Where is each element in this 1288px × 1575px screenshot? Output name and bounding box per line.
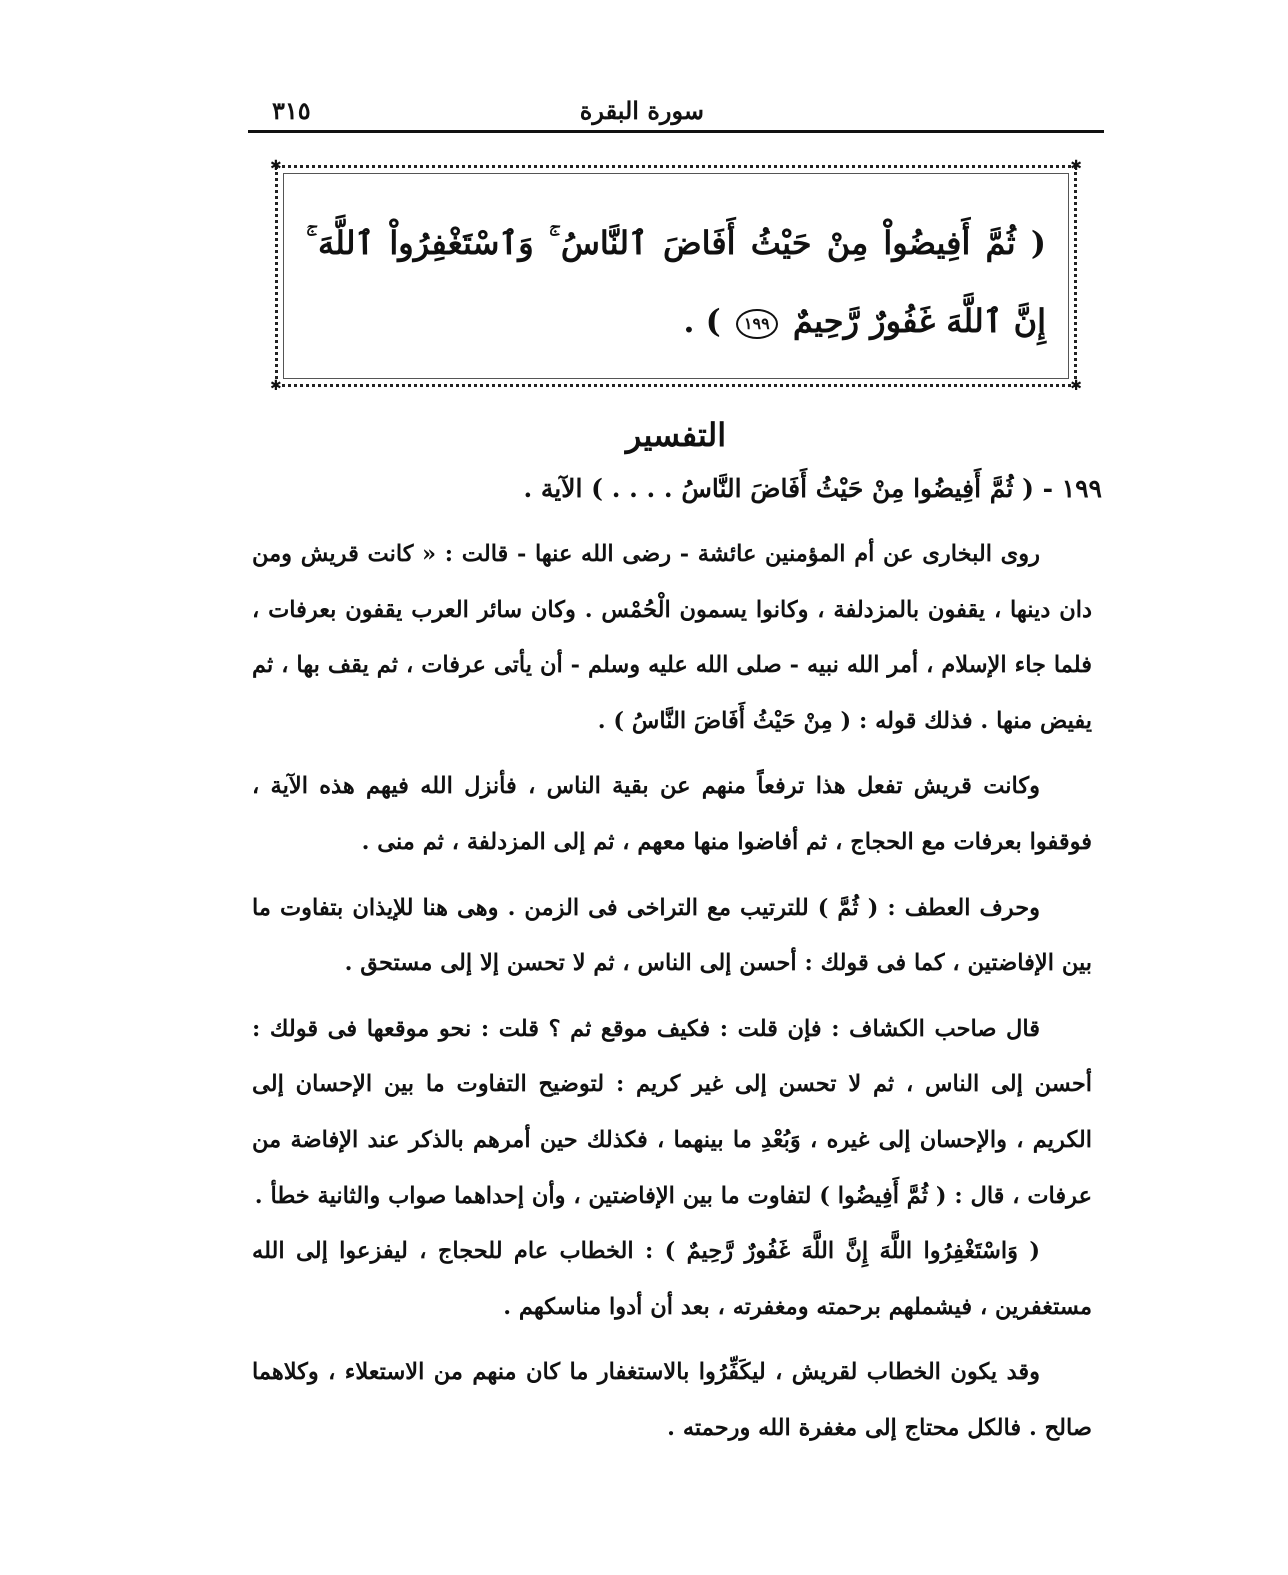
corner-star-icon: ✱: [270, 158, 282, 174]
commentary-body: [252, 527, 1092, 1457]
paragraph: قال صاحب الكشاف : فإن قلت : فكيف موقع ثم ؟ قلت : نحو موقعها فى قولك : أحسن إلى الناس ، ثم لا تحسن إلى غير كريم : لتوضيح التفاوت ما بين الإحسان إلى الكريم ، والإحسان إلى غيره ، وَبُعْدِ ما بينهما ، فكذلك حين أمرهم بالذكر عند الإفاضة من عرفات ، قال : ( ثُمَّ أَفِيضُوا ) لتفاوت ما بين الإفاضتين ، وأن إحداهما صواب والثانية خطأ .: [252, 1015, 1092, 1209]
surah-title: سورة البقرة: [579, 96, 704, 125]
header-rule: [248, 130, 1104, 133]
section-title: التفسير: [625, 416, 727, 454]
corner-star-icon: ✱: [1070, 158, 1082, 174]
verse-body: ( ثُمَّ أَفِيضُواْ مِنْ حَيْثُ أَفَاضَ ٱلنَّاسُ ۚ وَٱسْتَغْفِرُواْ ٱللَّهَ ۚ إِنَّ ٱللَّهَ غَفُورٌ رَّحِيمٌ: [306, 224, 1046, 340]
quran-verse: [306, 204, 1046, 360]
verse-reference: ١٩٩ - ( ثُمَّ أَفِيضُوا مِنْ حَيْثُ أَفَاضَ النَّاسُ . . . . ) الآية .: [523, 474, 1102, 503]
paragraph: وكانت قريش تفعل هذا ترفعاً منهم عن بقية الناس ، فأنزل الله فيهم هذه الآية ، فوقفوا بعرفات مع الحجاج ، ثم أفاضوا منها معهم ، ثم إلى المزدلفة ، ثم منى .: [252, 773, 1092, 855]
page-number: ٣١٥: [272, 96, 311, 125]
paragraph: روى البخارى عن أم المؤمنين عائشة - رضى الله عنها - قالت : « كانت قريش ومن دان دينها ، يقفون بالمزدلفة ، وكانوا يسمون الْحُمْس . وكان سائر العرب يقفون بعرفات ، فلما جاء الإسلام ، أمر الله نبيه - صلى الله عليه وسلم - أن يأتى عرفات ، ثم يقف بها ، ثم يفيض منها . فذلك قوله : ( مِنْ حَيْثُ أَفَاضَ النَّاسُ ) .: [252, 541, 1092, 734]
verse-closing: ) .: [683, 302, 721, 340]
paragraph: وحرف العطف : ( ثُمَّ ) للترتيب مع التراخى فى الزمن . وهى هنا للإيذان بتفاوت ما بين الإفاضتين ، كما فى قولك : أحسن إلى الناس ، ثم لا تحسن إلا إلى مستحق .: [252, 894, 1092, 977]
paragraph: وقد يكون الخطاب لقريش ، ليكَفِّرُوا بالاستغفار ما كان منهم من الاستعلاء ، وكلاهما صالح . فالكل محتاج إلى مغفرة الله ورحمته .: [252, 1359, 1092, 1441]
page-header: [248, 96, 1104, 130]
corner-star-icon: ✱: [1070, 378, 1082, 394]
corner-star-icon: ✱: [270, 378, 282, 394]
ayah-number-marker: ١٩٩: [736, 309, 778, 339]
paragraph: ( وَاسْتَغْفِرُوا اللَّهَ إِنَّ اللَّهَ غَفُورٌ رَّحِيمٌ ) : الخطاب عام للحجاج ، ليفزعوا إلى الله مستغفرين ، فيشملهم برحمته ومغفرته ، بعد أن أدوا مناسكهم .: [252, 1238, 1092, 1320]
verse-frame: [270, 158, 1082, 394]
